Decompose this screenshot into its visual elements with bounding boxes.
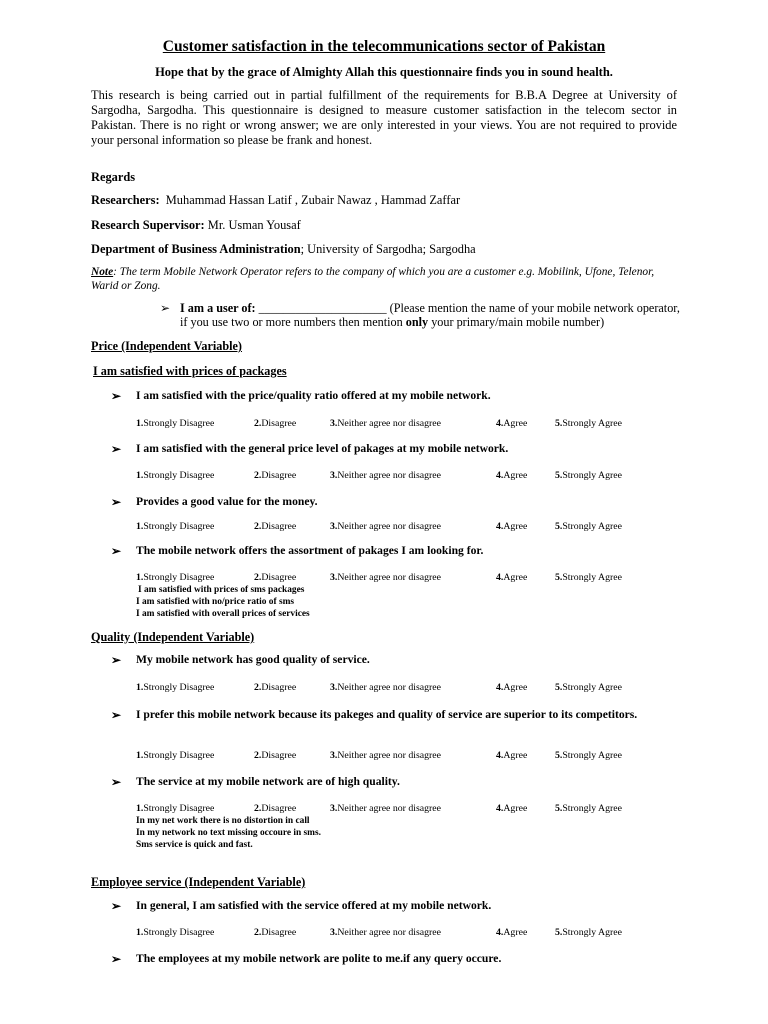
likert-option-number: 4. [496,470,504,481]
likert-option[interactable] [136,418,214,429]
user-of-hint: (Please mention the name of your mobile network operator, [389,301,680,315]
likert-option[interactable] [555,470,622,481]
question-text: In general, I am satisfied with the service offered at my mobile network. [136,899,492,912]
question-text: I am satisfied with the price/quality ratio offered at my mobile network. [136,389,491,402]
price-note: I am satisfied with no/price ratio of sms [136,597,295,607]
likert-option-label: Neither agree nor disagree [337,418,441,429]
likert-option[interactable] [254,682,296,693]
arrow-bullet-icon: ➢ [111,952,122,966]
likert-option-number: 3. [330,470,338,481]
question-text: My mobile network has good quality of service. [136,653,370,666]
likert-option[interactable] [136,927,214,938]
likert-option-number: 5. [555,750,563,761]
greeting: Hope that by the grace of Almighty Allah this questionnaire finds you in sound health. [155,65,613,79]
department-value: ; University of Sargodha; Sargodha [300,242,476,256]
note-text: : The term Mobile Network Operator refers to the company of which you are a customer e.g. Mobilink, Ufone, Telenor, Warid or Zong. [91,266,655,292]
arrow-bullet-icon: ➢ [111,775,122,789]
likert-option-number: 5. [555,470,563,481]
likert-option-label: Disagree [261,572,297,583]
likert-option-number: 1. [136,803,144,814]
question-text: I am satisfied with the general price level of pakages at my mobile network. [136,442,509,455]
likert-option-number: 3. [330,927,338,938]
likert-option-number: 2. [254,572,262,583]
question-text: I prefer this mobile network because its pakeges and quality of service are superior to its competitors. [136,708,638,721]
likert-option-label: Strongly Agree [562,927,622,938]
researchers-value: Muhammad Hassan Latif , Zubair Nawaz , Hammad Zaffar [165,193,461,207]
likert-option-label: Neither agree nor disagree [337,803,441,814]
question [111,952,731,967]
price-subheading: I am satisfied with prices of packages [93,364,287,378]
likert-option-number: 1. [136,470,144,481]
likert-option-number: 5. [555,927,563,938]
likert-option-number: 1. [136,927,144,938]
question-text: The employees at my mobile network are polite to me.if any query occure. [136,952,502,965]
department-line [91,242,476,257]
likert-option-label: Neither agree nor disagree [337,470,441,481]
likert-option-number: 2. [254,803,262,814]
likert-option[interactable] [330,418,441,429]
likert-option[interactable] [496,682,527,693]
likert-option-label: Strongly Disagree [143,927,215,938]
likert-option-number: 1. [136,682,144,693]
likert-option[interactable] [555,572,622,583]
likert-option[interactable] [555,521,622,532]
likert-option[interactable] [136,572,214,583]
likert-option-number: 4. [496,927,504,938]
likert-option[interactable] [555,803,622,814]
likert-option[interactable] [496,927,527,938]
section-heading-quality: Quality (Independent Variable) [91,630,255,644]
likert-option-label: Strongly Agree [562,470,622,481]
likert-option[interactable] [254,521,296,532]
likert-option-number: 4. [496,572,504,583]
likert-option-number: 3. [330,418,338,429]
likert-option-number: 1. [136,572,144,583]
likert-option-number: 1. [136,750,144,761]
supervisor-value: Mr. Usman Yousaf [207,218,301,232]
likert-option-label: Strongly Agree [562,682,622,693]
question-text: Provides a good value for the money. [136,495,318,508]
likert-option-label: Strongly Disagree [143,418,215,429]
likert-option-number: 2. [254,750,262,761]
likert-option-label: Agree [503,803,528,814]
likert-option[interactable] [254,470,296,481]
likert-option[interactable] [254,750,296,761]
question [111,708,731,723]
likert-option[interactable] [496,803,527,814]
question-text: The service at my mobile network are of high quality. [136,775,400,788]
arrow-bullet-icon: ➢ [160,301,171,315]
arrow-bullet-icon: ➢ [111,708,122,722]
likert-option[interactable] [254,418,296,429]
likert-option-label: Neither agree nor disagree [337,521,441,532]
note-label: Note [91,266,114,278]
section-heading-employee: Employee service (Independent Variable) [91,875,306,889]
likert-option-label: Disagree [261,682,297,693]
arrow-bullet-icon: ➢ [111,899,122,913]
likert-option-label: Disagree [261,750,297,761]
question [111,544,731,559]
likert-option-label: Disagree [261,418,297,429]
likert-option[interactable] [496,750,527,761]
likert-option-label: Strongly Disagree [143,521,215,532]
user-of-hint2-bold: only [405,314,429,329]
regards: Regards [91,170,136,184]
likert-option-label: Disagree [261,803,297,814]
likert-option[interactable] [330,803,441,814]
likert-option-label: Disagree [261,927,297,938]
likert-option-label: Strongly Disagree [143,572,215,583]
question [111,389,731,404]
likert-option[interactable] [330,750,441,761]
likert-option-number: 2. [254,418,262,429]
likert-option-label: Agree [503,927,528,938]
likert-option[interactable] [136,521,214,532]
likert-option[interactable] [330,521,441,532]
likert-option[interactable] [555,750,622,761]
price-note: I am satisfied with overall prices of services [136,609,310,619]
likert-option-label: Neither agree nor disagree [337,927,441,938]
likert-option[interactable] [330,927,441,938]
likert-option-number: 2. [254,682,262,693]
likert-option-label: Disagree [261,470,297,481]
likert-option[interactable] [555,682,622,693]
likert-option-number: 5. [555,682,563,693]
arrow-bullet-icon: ➢ [111,495,122,509]
likert-option-number: 4. [496,803,504,814]
likert-option-number: 1. [136,418,144,429]
user-of-label: I am a user of: [180,301,256,315]
likert-option-number: 5. [555,572,563,583]
question [111,775,731,790]
document-title: Customer satisfaction in the telecommunications sector of Pakistan [162,38,606,55]
likert-option-number: 5. [555,521,563,532]
likert-option[interactable] [136,470,214,481]
likert-option-label: Strongly Disagree [143,682,215,693]
likert-option[interactable] [254,927,296,938]
likert-option-number: 3. [330,803,338,814]
question-text: The mobile network offers the assortment of pakages I am looking for. [136,544,484,557]
likert-option[interactable] [136,682,214,693]
likert-option-number: 4. [496,750,504,761]
section-heading-price: Price (Independent Variable) [91,339,242,353]
likert-option[interactable] [496,521,527,532]
likert-option[interactable] [330,572,441,583]
note [91,266,681,293]
likert-option-number: 2. [254,470,262,481]
quality-note: In my net work there is no distortion in call [136,816,310,826]
likert-option-number: 5. [555,418,563,429]
likert-option-number: 1. [136,521,144,532]
likert-option[interactable] [496,470,527,481]
likert-option[interactable] [555,418,622,429]
price-note: I am satisfied with prices of sms packages [138,585,305,595]
question [111,899,731,914]
likert-option-label: Agree [503,418,528,429]
question [111,495,731,510]
quality-note: Sms service is quick and fast. [136,840,253,850]
likert-option-label: Strongly Agree [562,418,622,429]
question [111,442,731,457]
researchers-line [91,193,460,208]
likert-option-label: Strongly Agree [562,803,622,814]
likert-option[interactable] [254,803,296,814]
researchers-label: Researchers: [91,193,160,207]
user-of-hint2: if you use two or more numbers then mention [180,314,406,329]
likert-option-label: Agree [503,521,528,532]
likert-option[interactable] [555,927,622,938]
likert-option-label: Strongly Disagree [143,803,215,814]
likert-option-label: Neither agree nor disagree [337,682,441,693]
likert-option-label: Strongly Disagree [143,470,215,481]
likert-option-label: Neither agree nor disagree [337,572,441,583]
likert-option-number: 2. [254,521,262,532]
likert-option-label: Agree [503,470,528,481]
operator-blank[interactable]: _____________________ [258,301,387,315]
likert-option-number: 5. [555,803,563,814]
likert-option-label: Strongly Disagree [143,750,215,761]
quality-note: In my network no text missing occoure in sms. [136,828,321,838]
arrow-bullet-icon: ➢ [111,442,122,456]
user-of-hint2-end: your primary/main mobile number) [428,314,605,329]
likert-option[interactable] [254,572,296,583]
likert-option-label: Strongly Agree [562,521,622,532]
intro-paragraph: This research is being carried out in partial fulfillment of the requirements for B.B.A Degree at University of Sargodha, Sargodha. This questionnaire is designed to measure customer satisfaction in the telecom sector in Pakistan. There is no right or wrong answer; we are only interested in your views. You are not required to provide your personal information so please be frank and honest. [91,88,677,147]
likert-option-number: 3. [330,682,338,693]
likert-option-number: 3. [330,521,338,532]
likert-option[interactable] [496,418,527,429]
likert-option-number: 4. [496,521,504,532]
arrow-bullet-icon: ➢ [111,389,122,403]
likert-option[interactable] [330,682,441,693]
likert-option-label: Disagree [261,521,297,532]
likert-option-label: Agree [503,572,528,583]
arrow-bullet-icon: ➢ [111,544,122,558]
likert-option[interactable] [496,572,527,583]
likert-option-label: Strongly Agree [562,750,622,761]
likert-option-number: 4. [496,418,504,429]
likert-option[interactable] [330,470,441,481]
user-of-field [160,302,680,329]
likert-option-number: 3. [330,572,338,583]
likert-option-label: Neither agree nor disagree [337,750,441,761]
department-label: Department of Business Administration [91,242,301,256]
likert-option-label: Agree [503,682,528,693]
likert-option-label: Agree [503,750,528,761]
likert-option-number: 4. [496,682,504,693]
question [111,653,731,668]
likert-option-number: 2. [254,927,262,938]
likert-option[interactable] [136,803,214,814]
likert-option[interactable] [136,750,214,761]
likert-option-number: 3. [330,750,338,761]
likert-option-label: Strongly Agree [562,572,622,583]
supervisor-line [91,218,301,233]
arrow-bullet-icon: ➢ [111,653,122,667]
supervisor-label: Research Supervisor: [91,218,205,232]
